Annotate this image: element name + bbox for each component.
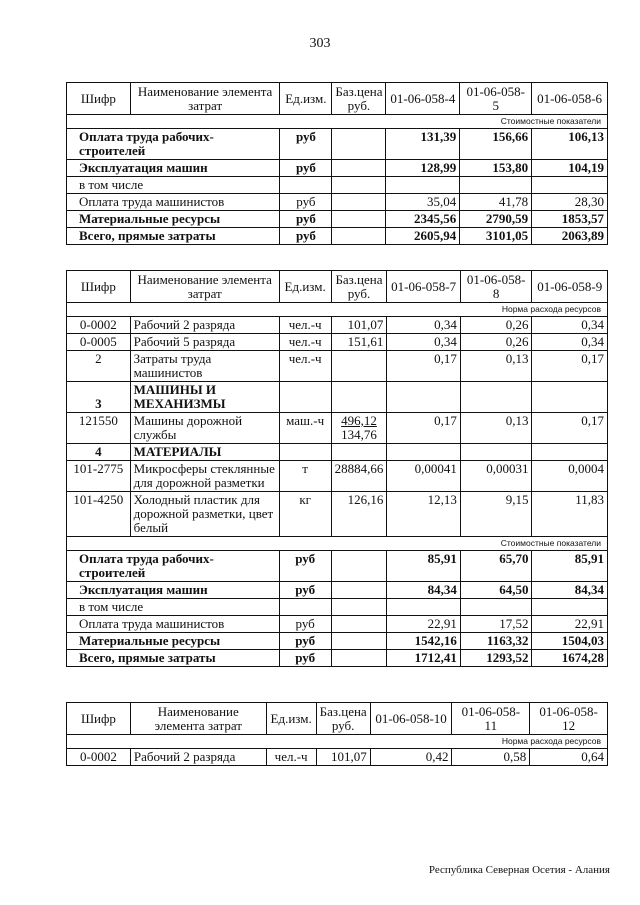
header-name: Наименование элемента затрат — [130, 271, 279, 303]
cost-value: 156,66 — [460, 129, 532, 160]
cost-value: 2605,94 — [386, 228, 460, 245]
cost-value: 85,91 — [387, 551, 461, 582]
cost-value: 1163,32 — [460, 633, 532, 650]
resource-row — [67, 492, 608, 537]
resource-code: 101-4250 — [67, 492, 131, 537]
resource-value: 12,13 — [387, 492, 461, 537]
header-col-2: 01-06-058-5 — [460, 83, 532, 115]
materials-code: 4 — [67, 444, 131, 461]
cost-name: в том числе — [67, 177, 280, 194]
cost-value — [460, 599, 532, 616]
machines-section-row — [67, 382, 608, 413]
header-code: Шифр — [67, 703, 131, 735]
resource-row — [67, 351, 608, 382]
resource-name: Микросферы стеклянные для дорожной разметки — [130, 461, 279, 492]
cost-row — [67, 194, 608, 211]
cost-value: 2345,56 — [386, 211, 460, 228]
resource-code: 0-0002 — [67, 749, 131, 766]
resource-row — [67, 317, 608, 334]
header-col-3: 01-06-058-12 — [530, 703, 608, 735]
cost-price — [331, 633, 387, 650]
resource-row — [67, 334, 608, 351]
cost-row — [67, 551, 608, 582]
cost-value: 1674,28 — [532, 650, 608, 667]
cost-value: 1504,03 — [532, 633, 608, 650]
cost-price — [332, 129, 386, 160]
cost-name: Оплата труда рабочих-строителей — [67, 129, 280, 160]
cost-value: 64,50 — [460, 582, 532, 599]
cost-unit: руб — [279, 551, 331, 582]
cost-row — [67, 160, 608, 177]
cost-value: 17,52 — [460, 616, 532, 633]
cost-table-3 — [66, 702, 608, 766]
cost-value: 41,78 — [460, 194, 532, 211]
resource-rows — [67, 317, 608, 382]
resource-unit: чел.-ч — [279, 351, 331, 382]
resource-code: 101-2775 — [67, 461, 131, 492]
resource-name: Затраты труда машинистов — [130, 351, 279, 382]
machine-value-3: 0,17 — [532, 413, 608, 444]
materials-title: МАТЕРИАЛЫ — [130, 444, 279, 461]
resource-name: Рабочий 5 разряда — [130, 334, 279, 351]
cost-unit: руб — [279, 582, 331, 599]
header-col-3: 01-06-058-9 — [532, 271, 608, 303]
cost-name: Материальные ресурсы — [67, 211, 280, 228]
resource-value: 0,34 — [387, 334, 461, 351]
resource-unit: чел.-ч — [279, 334, 331, 351]
cost-value: 2063,89 — [532, 228, 608, 245]
cost-rows — [67, 551, 608, 667]
cost-price — [332, 177, 386, 194]
table-header-row — [67, 703, 608, 735]
cost-price — [331, 599, 387, 616]
resource-name: Холодный пластик для дорожной разметки, цвет белый — [130, 492, 279, 537]
cost-value — [386, 177, 460, 194]
header-price: Баз.цена руб. — [331, 271, 387, 303]
cost-value: 1853,57 — [532, 211, 608, 228]
resource-value: 0,17 — [532, 351, 608, 382]
material-rows — [67, 461, 608, 537]
machine-name: Машины дорожной службы — [130, 413, 279, 444]
cost-row — [67, 616, 608, 633]
cost-row — [67, 582, 608, 599]
header-col-2: 01-06-058-8 — [460, 271, 532, 303]
cost-value: 1542,16 — [387, 633, 461, 650]
cost-name: Эксплуатация машин — [67, 582, 280, 599]
machine-code: 121550 — [67, 413, 131, 444]
footer-region: Республика Северная Осетия - Алания — [428, 864, 610, 876]
cost-row — [67, 129, 608, 160]
cost-value: 104,19 — [532, 160, 608, 177]
section-subheader: Стоимостные показатели — [67, 115, 608, 129]
resource-value: 0,00031 — [460, 461, 532, 492]
resource-value: 0,00041 — [387, 461, 461, 492]
cost-price — [331, 616, 387, 633]
header-code: Шифр — [67, 271, 131, 303]
cost-value — [532, 177, 608, 194]
header-col-2: 01-06-058-11 — [452, 703, 530, 735]
machine-price — [331, 413, 387, 444]
machines-code: 3 — [67, 382, 131, 413]
cost-price — [331, 650, 387, 667]
resource-value: 9,15 — [460, 492, 532, 537]
resource-row — [67, 749, 608, 766]
resource-value: 0,26 — [460, 317, 532, 334]
resource-code: 0-0005 — [67, 334, 131, 351]
resource-value: 11,83 — [532, 492, 608, 537]
cost-unit: руб — [279, 633, 331, 650]
cost-row — [67, 599, 608, 616]
cost-value: 84,34 — [532, 582, 608, 599]
cost-value: 22,91 — [387, 616, 461, 633]
machine-row — [67, 413, 608, 444]
machines-title: МАШИНЫ И МЕХАНИЗМЫ — [130, 382, 279, 413]
resource-value: 0,17 — [387, 351, 461, 382]
materials-section-row — [67, 444, 608, 461]
cost-value: 106,13 — [532, 129, 608, 160]
resource-value: 0,13 — [460, 351, 532, 382]
cost-price — [331, 582, 387, 599]
cost-row — [67, 228, 608, 245]
header-col-1: 01-06-058-4 — [386, 83, 460, 115]
resource-unit: чел.-ч — [266, 749, 316, 766]
cost-value: 85,91 — [532, 551, 608, 582]
cost-row — [67, 177, 608, 194]
cost-value: 131,39 — [386, 129, 460, 160]
cost-value: 84,34 — [387, 582, 461, 599]
cost-table-1 — [66, 82, 608, 245]
machine-price-1: 496,12 — [341, 413, 377, 428]
resource-value: 0,0004 — [532, 461, 608, 492]
cost-row — [67, 633, 608, 650]
cost-unit: руб — [280, 194, 332, 211]
resource-rows — [67, 749, 608, 766]
cost-unit — [279, 599, 331, 616]
header-name: Наименование элемента затрат — [130, 703, 266, 735]
cost-name: Оплата труда машинистов — [67, 194, 280, 211]
cost-value — [532, 599, 608, 616]
cost-row — [67, 211, 608, 228]
table-header-row — [67, 83, 608, 115]
header-col-1: 01-06-058-7 — [387, 271, 461, 303]
cost-name: Оплата труда рабочих-строителей — [67, 551, 280, 582]
cost-value: 28,30 — [532, 194, 608, 211]
cost-unit — [280, 177, 332, 194]
machine-value-2: 0,13 — [460, 413, 532, 444]
table-header-row — [67, 271, 608, 303]
resource-value: 0,34 — [532, 334, 608, 351]
cost-value: 2790,59 — [460, 211, 532, 228]
resource-value: 0,34 — [387, 317, 461, 334]
resource-unit: кг — [279, 492, 331, 537]
cost-name: Оплата труда машинистов — [67, 616, 280, 633]
resource-value: 0,64 — [530, 749, 608, 766]
resource-price: 101,07 — [316, 749, 370, 766]
header-price: Баз.цена руб. — [316, 703, 370, 735]
section-subheader: Стоимостные показатели — [67, 537, 608, 551]
resource-name: Рабочий 2 разряда — [130, 317, 279, 334]
cost-unit: руб — [280, 160, 332, 177]
cost-value: 22,91 — [532, 616, 608, 633]
cost-value: 65,70 — [460, 551, 532, 582]
cost-name: в том числе — [67, 599, 280, 616]
cost-price — [332, 211, 386, 228]
resource-name: Рабочий 2 разряда — [130, 749, 266, 766]
cost-value: 35,04 — [386, 194, 460, 211]
cost-table-2 — [66, 270, 608, 667]
header-code: Шифр — [67, 83, 131, 115]
resource-unit: т — [279, 461, 331, 492]
cost-unit: руб — [279, 616, 331, 633]
cost-value — [460, 177, 532, 194]
section-subheader: Норма расхода ресурсов — [67, 303, 608, 317]
header-name: Наименование элемента затрат — [130, 83, 280, 115]
cost-unit: руб — [280, 228, 332, 245]
header-price: Баз.цена руб. — [332, 83, 386, 115]
cost-rows — [67, 129, 608, 245]
resource-value: 0,26 — [460, 334, 532, 351]
machine-value-1: 0,17 — [387, 413, 461, 444]
cost-value: 1293,52 — [460, 650, 532, 667]
resource-code: 2 — [67, 351, 131, 382]
cost-price — [332, 160, 386, 177]
header-col-1: 01-06-058-10 — [370, 703, 452, 735]
cost-value: 128,99 — [386, 160, 460, 177]
cost-unit: руб — [280, 211, 332, 228]
resource-row — [67, 461, 608, 492]
machine-price-2: 134,76 — [341, 427, 377, 442]
cost-value — [387, 599, 461, 616]
resource-value: 0,42 — [370, 749, 452, 766]
cost-name: Всего, прямые затраты — [67, 228, 280, 245]
cost-unit: руб — [280, 129, 332, 160]
cost-value: 1712,41 — [387, 650, 461, 667]
cost-name: Всего, прямые затраты — [67, 650, 280, 667]
header-unit: Ед.изм. — [266, 703, 316, 735]
header-col-3: 01-06-058-6 — [532, 83, 608, 115]
resource-price: 151,61 — [331, 334, 387, 351]
cost-price — [331, 551, 387, 582]
cost-name: Материальные ресурсы — [67, 633, 280, 650]
resource-price — [331, 351, 387, 382]
cost-price — [332, 228, 386, 245]
cost-name: Эксплуатация машин — [67, 160, 280, 177]
cost-price — [332, 194, 386, 211]
page-number: 303 — [309, 36, 331, 51]
resource-value: 0,34 — [532, 317, 608, 334]
resource-price: 28884,66 — [331, 461, 387, 492]
cost-value: 3101,05 — [460, 228, 532, 245]
header-unit: Ед.изм. — [279, 271, 331, 303]
header-unit: Ед.изм. — [280, 83, 332, 115]
section-subheader: Норма расхода ресурсов — [67, 735, 608, 749]
resource-price: 126,16 — [331, 492, 387, 537]
resource-price: 101,07 — [331, 317, 387, 334]
resource-code: 0-0002 — [67, 317, 131, 334]
resource-unit: чел.-ч — [279, 317, 331, 334]
cost-value: 153,80 — [460, 160, 532, 177]
cost-row — [67, 650, 608, 667]
resource-value: 0,58 — [452, 749, 530, 766]
cost-unit: руб — [279, 650, 331, 667]
machine-unit: маш.-ч — [279, 413, 331, 444]
